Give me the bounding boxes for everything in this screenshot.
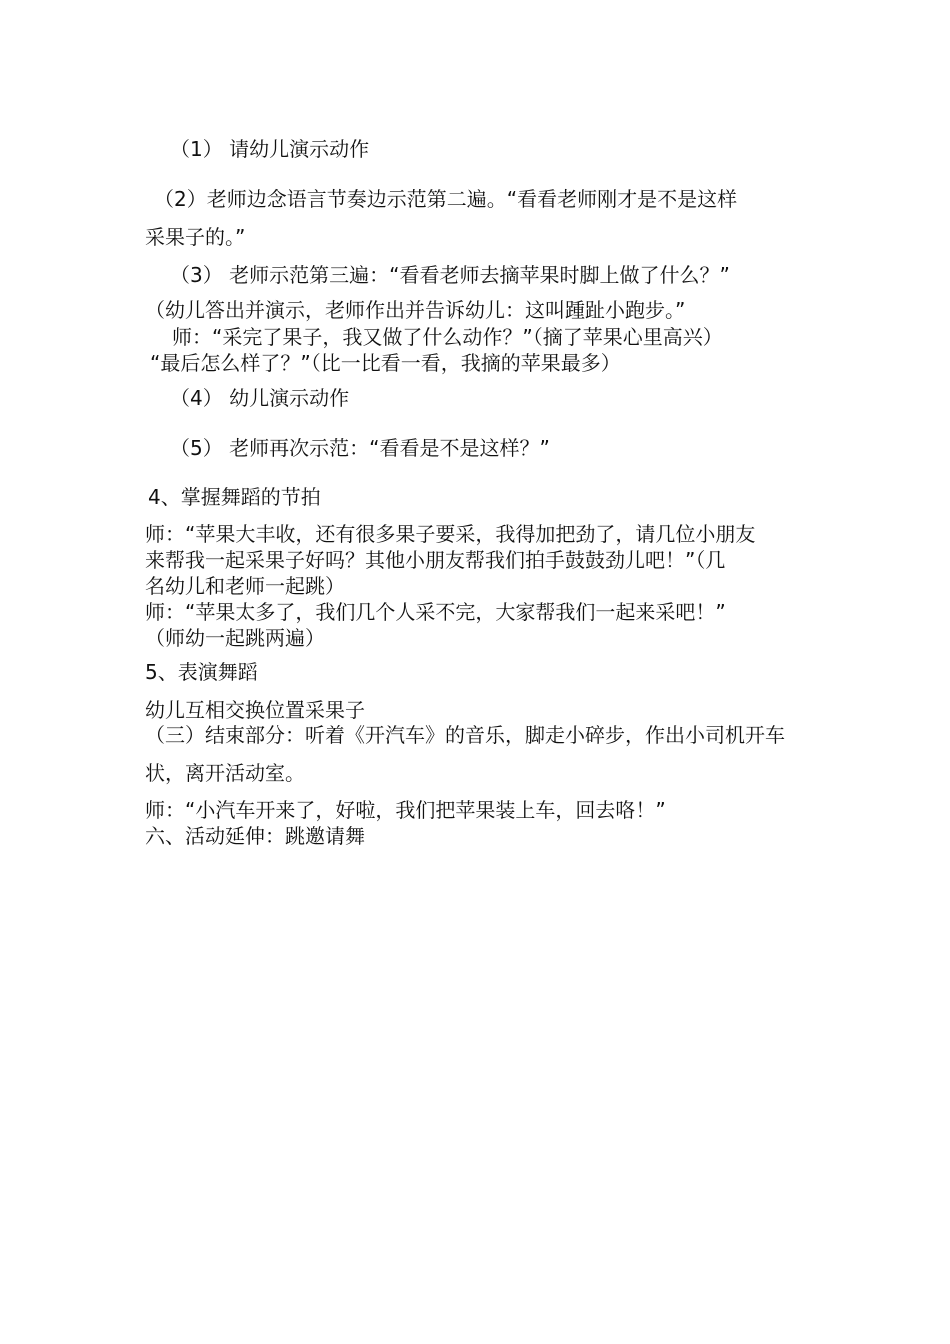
- closing-teacher-line: 师：“小汽车开来了，好啦，我们把苹果装上车，回去咯！”: [145, 798, 666, 822]
- section-5-line: 幼儿互相交换位置采果子: [145, 698, 365, 722]
- section-4-paragraph-line-2: 来帮我一起采果子好吗？其他小朋友帮我们拍手鼓鼓劲儿吧！”（几: [145, 548, 726, 572]
- section-4-paragraph-line-3: 名幼儿和老师一起跳）: [145, 574, 345, 598]
- activity-extension-line: 六、活动延伸：跳邀请舞: [145, 824, 365, 848]
- section-4-paragraph-line-4: 师：“苹果太多了，我们几个人采不完，大家帮我们一起来采吧！”: [145, 600, 726, 624]
- section-5-heading: 5、表演舞蹈: [145, 660, 258, 684]
- step-3-answer: （幼儿答出并演示，老师作出并告诉幼儿：这叫踵趾小跑步。”: [145, 298, 686, 322]
- teacher-question-1: 师：“采完了果子，我又做了什么动作？”（摘了苹果心里高兴）: [172, 325, 723, 349]
- step-4-line: （4） 幼儿演示动作: [170, 386, 350, 410]
- closing-part-line-1: （三）结束部分：听着《开汽车》的音乐，脚走小碎步，作出小司机开车: [145, 723, 785, 747]
- step-3-line: （3） 老师示范第三遍：“看看老师去摘苹果时脚上做了什么？”: [170, 263, 730, 287]
- section-4-paragraph-line-1: 师：“苹果大丰收，还有很多果子要采，我得加把劲了，请几位小朋友: [145, 522, 756, 546]
- step-2-line: （2）老师边念语言节奏边示范第二遍。“看看老师刚才是不是这样: [154, 187, 738, 211]
- step-1-line: （1） 请幼儿演示动作: [170, 137, 370, 161]
- closing-part-line-2: 状，离开活动室。: [145, 761, 305, 785]
- teacher-question-2: “最后怎么样了？”（比一比看一看，我摘的苹果最多）: [150, 351, 621, 375]
- section-4-paragraph-line-5: （师幼一起跳两遍）: [145, 626, 325, 650]
- step-2-continuation: 采果子的。”: [145, 225, 246, 249]
- step-5-line: （5） 老师再次示范：“看看是不是这样？”: [170, 436, 550, 460]
- section-4-heading: 4、掌握舞蹈的节拍: [148, 485, 321, 509]
